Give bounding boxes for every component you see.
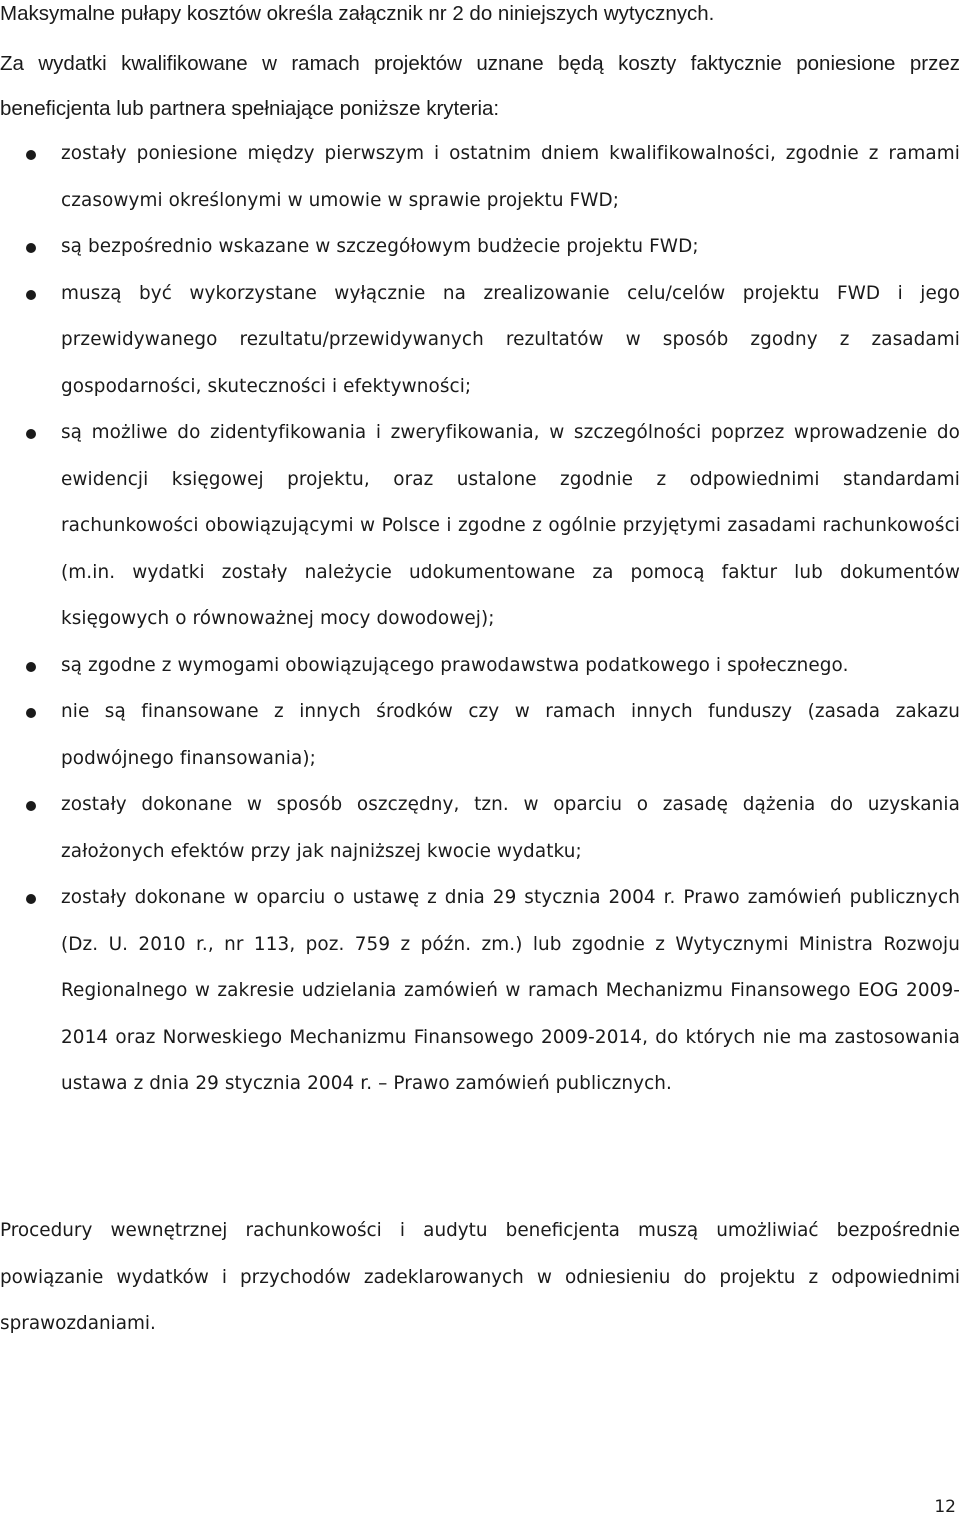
criteria-item <box>0 782 960 875</box>
criteria-item-text: są możliwe do zidentyfikowania i zweryfikowania, w szczególności poprzez wprowadzenie do ewidencji księgowej projektu, oraz ustalone zgodnie z odpowiednimi standardami rachunkowości obowiązującymi w Polsce i zgodne z ogólnie przyjętymi zasadami rachunkowości (m.in. wydatki zostały należycie udokumentowane za pomocą faktur lub dokumentów księgowych o równoważnej mocy dowodowej); <box>61 422 960 629</box>
criteria-item <box>0 271 960 411</box>
intro-first-line: Maksymalne pułapy kosztów określa załącznik nr 2 do niniejszych wytycznych. <box>0 2 715 25</box>
criteria-item-text: zostały dokonane w sposób oszczędny, tzn. w oparciu o zasadę dążenia do uzyskania założonych efektów przy jak najniższej kwocie wydatku; <box>61 794 960 862</box>
criteria-list <box>0 131 960 1108</box>
bullet-icon <box>26 894 36 904</box>
criteria-item-text: zostały dokonane w oparciu o ustawę z dnia 29 stycznia 2004 r. Prawo zamówień publicznych (Dz. U. 2010 r., nr 113, poz. 759 z późn. zm.) lub zgodnie z Wytycznymi Ministra Rozwoju Regionalnego w zakresie udzielania zamówień w ramach Mechanizmu Finansowego EOG 2009-2014 oraz Norweskiego Mechanizmu Finansowego 2009-2014, do których nie ma zastosowania ustawa z dnia 29 stycznia 2004 r. – Prawo zamówień publicznych. <box>61 887 960 1094</box>
bullet-icon <box>26 662 36 672</box>
criteria-item <box>0 689 960 782</box>
bullet-icon <box>26 801 36 811</box>
criteria-item <box>0 224 960 271</box>
closing-paragraph: Procedury wewnętrznej rachunkowości i audytu beneficjenta muszą umożliwiać bezpośrednie powiązanie wydatków i przychodów zadeklarowanych w odniesieniu do projektu z odpowiednimi sprawozdaniami. <box>0 1220 960 1334</box>
criteria-item <box>0 643 960 690</box>
criteria-item-text: są bezpośrednio wskazane w szczegółowym budżecie projektu FWD; <box>61 236 699 257</box>
page-number: 12 <box>934 1497 956 1517</box>
criteria-item <box>0 131 960 224</box>
criteria-item <box>0 410 960 643</box>
intro-paragraph-block <box>0 41 960 131</box>
criteria-item <box>0 875 960 1108</box>
criteria-item-text: nie są finansowane z innych środków czy w ramach innych funduszy (zasada zakazu podwójnego finansowania); <box>61 701 960 769</box>
intro-paragraph: Za wydatki kwalifikowane w ramach projektów uznane będą koszty faktycznie poniesione przez beneficjenta lub partnera spełniające poniższe kryteria: <box>0 52 960 120</box>
criteria-item-text: zostały poniesione między pierwszym i ostatnim dniem kwalifikowalności, zgodnie z ramami czasowymi określonymi w umowie w sprawie projektu FWD; <box>61 143 960 211</box>
bullet-icon <box>26 290 36 300</box>
bullet-icon <box>26 429 36 439</box>
criteria-item-text: muszą być wykorzystane wyłącznie na zrealizowanie celu/celów projektu FWD i jego przewidywanego rezultatu/przewidywanych rezultatów w sposób zgodny z zasadami gospodarności, skuteczności i efektywności; <box>61 282 960 397</box>
bullet-icon <box>26 708 36 718</box>
criteria-item-text: są zgodne z wymogami obowiązującego prawodawstwa podatkowego i społecznego. <box>61 654 849 676</box>
bullet-icon <box>26 150 36 160</box>
bullet-icon <box>26 243 36 253</box>
